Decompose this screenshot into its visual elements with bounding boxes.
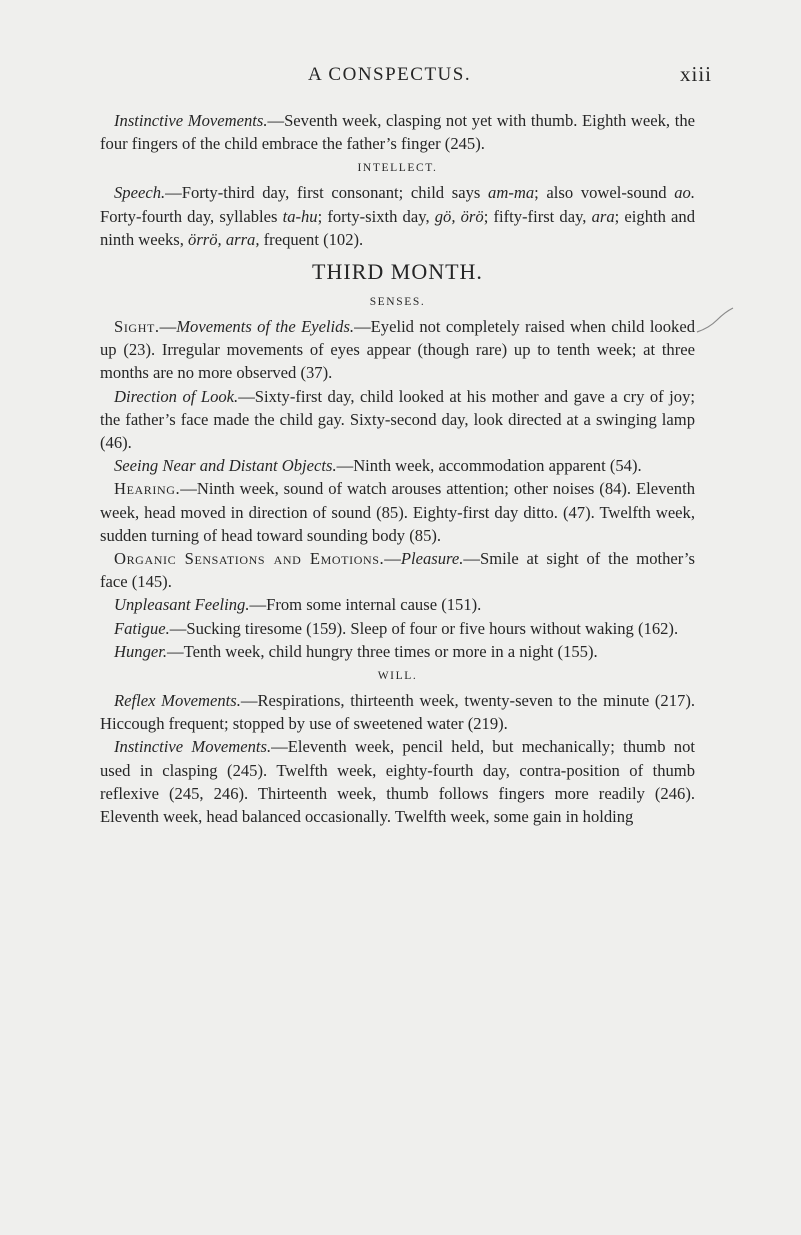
text-run: —Ninth week, accommodation apparent (54). xyxy=(336,456,642,476)
italic-run: Direction of Look. xyxy=(114,386,239,406)
italic-run: Speech. xyxy=(114,183,166,203)
text-run: —Ninth week, sound of watch arouses attention; other noises (84). Eleventh week, head moved in direction of sound (85). Eighty-first day ditto. (47). Twelfth week, sudden turning of head toward sounding body (85). xyxy=(100,479,695,545)
subsection-heading: WILL. xyxy=(377,670,418,683)
text-run: —Smile at sight of the mother’s face (145). xyxy=(100,549,695,592)
section-heading: THIRD MONTH. xyxy=(312,259,483,285)
paragraph xyxy=(100,640,695,663)
small-caps-run: Organic Sensations and Emotions. xyxy=(114,549,385,569)
paragraph xyxy=(100,617,695,640)
paragraph xyxy=(100,315,695,385)
page-number: xiii xyxy=(680,62,713,86)
running-head xyxy=(100,64,790,94)
body-text xyxy=(100,109,695,828)
text-run: — xyxy=(159,317,177,337)
text-run: ; eighth and ninth weeks, xyxy=(100,206,696,249)
italic-run: Seeing Near and Distant Objects. xyxy=(114,456,337,476)
italic-run: Instinctive Movements. xyxy=(114,737,272,757)
paragraph xyxy=(100,689,695,735)
small-caps-run: Sight. xyxy=(114,317,160,337)
italic-run: gö, örö xyxy=(434,206,484,226)
pencil-mark xyxy=(695,306,735,336)
text-run: —From some internal cause (151). xyxy=(249,595,482,615)
text-run: —Respirations, thirteenth week, twenty-seven to the minute (217). Hiccough frequent; stopped by use of sweetened water (219). xyxy=(100,691,695,734)
paragraph xyxy=(100,477,695,547)
text-run: —Forty-third day, first consonant; child says xyxy=(165,183,489,203)
italic-run: am-ma xyxy=(488,183,535,203)
italic-run: ao. xyxy=(674,183,695,203)
running-title: A CONSPECTUS. xyxy=(308,64,472,85)
subsection-heading: INTELLECT. xyxy=(357,162,438,175)
text-run: — xyxy=(384,549,401,569)
paragraph xyxy=(100,735,695,828)
paragraph xyxy=(100,593,695,616)
italic-run: örrö, arra, xyxy=(188,229,260,249)
paragraph xyxy=(100,454,695,477)
paragraph xyxy=(100,181,695,251)
italic-run: Movements of the Eyelids. xyxy=(176,317,355,337)
italic-run: Hunger. xyxy=(114,641,168,661)
italic-run: Instinctive Movements. xyxy=(114,111,268,130)
paragraph xyxy=(100,109,695,155)
text-run: frequent (102). xyxy=(259,229,364,249)
subsection-heading: SENSES. xyxy=(369,296,426,309)
text-run: Forty-fourth day, syllables xyxy=(100,206,283,226)
italic-run: Unpleasant Feeling. xyxy=(114,595,250,615)
text-run: —Tenth week, child hungry three times or more in a night (155). xyxy=(167,641,598,661)
italic-run: Reflex Movements. xyxy=(114,691,241,711)
italic-run: Fatigue. xyxy=(114,618,170,638)
italic-run: Pleasure. xyxy=(400,549,464,569)
text-run: —Sucking tiresome (159). Sleep of four or five hours without waking (162). xyxy=(169,618,679,638)
text-run: —Sixty-first day, child looked at his mother and gave a cry of joy; the father’s face made the child gay. Sixty-second day, look directed at a swinging lamp (46). xyxy=(100,386,695,453)
text-run: —Eleventh week, pencil held, but mechanically; thumb not used in clasping (245). Twelfth week, eighty-fourth day, contra-position of thumb reflexive (245, 246). Thirteenth week, thumb follows fingers more readily (246). Eleventh week, head balanced occasionally. Twelfth week, some gain in holding xyxy=(100,737,695,827)
text-run: ; fifty-first day, xyxy=(483,206,592,226)
text-run: ; also vowel-sound xyxy=(534,183,675,203)
small-caps-run: Hearing. xyxy=(114,479,181,499)
text-run: —Seventh week, clasping not yet with thumb. Eighth week, the four fingers of the child embrace the father’s finger (245). xyxy=(100,111,696,154)
paragraph xyxy=(100,547,695,593)
italic-run: ta-hu xyxy=(282,206,318,226)
paragraph xyxy=(100,385,695,455)
text-run: ; forty-sixth day, xyxy=(317,206,435,226)
text-run: —Eyelid not completely raised when child looked up (23). Irregular movements of eyes appear (though rare) up to tenth week; at three months are no more observed (37). xyxy=(100,317,695,383)
italic-run: ara xyxy=(591,206,615,226)
